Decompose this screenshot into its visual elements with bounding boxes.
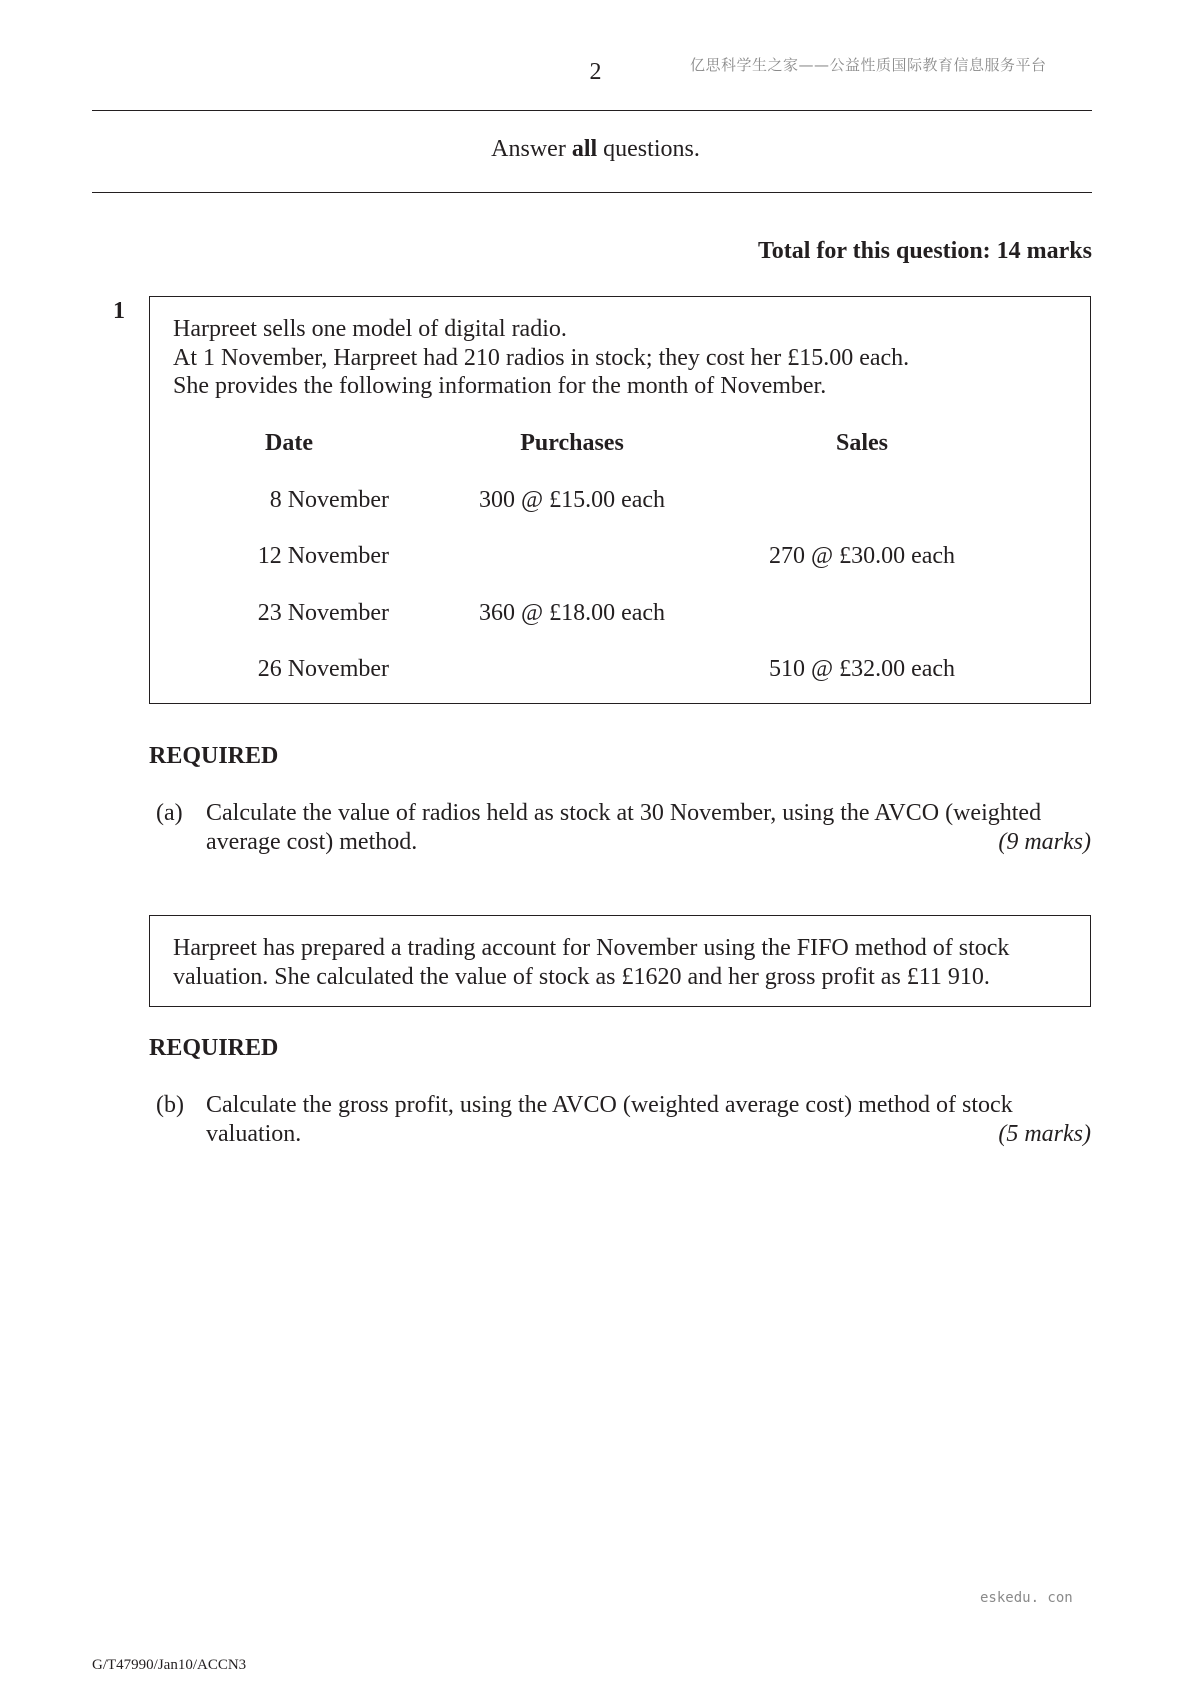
table-cell-purchases: 360 @ £18.00 each [478, 600, 666, 626]
instruction-emphasis: all [571, 136, 598, 162]
top-rule [92, 110, 1092, 111]
header-watermark: 亿思科学生之家——公益性质国际教育信息服务平台 [690, 56, 1047, 74]
part-b-line-2 [206, 1120, 1091, 1149]
table-header-date: Date [265, 430, 313, 456]
table-cell-date: 23 November [257, 600, 389, 626]
part-b-line: Calculate the gross profit, using the AVCO (weighted average cost) method of stock [206, 1092, 1013, 1118]
question-intro [173, 315, 909, 401]
part-b-line: valuation. [206, 1120, 302, 1147]
instruction-prefix: Answer [491, 136, 566, 162]
part-a-text [206, 799, 1091, 856]
footer-watermark: eskedu. con [980, 1590, 1073, 1606]
instruction [0, 135, 1191, 163]
table-cell-sales: 510 @ £32.00 each [768, 656, 956, 682]
question-number: 1 [113, 298, 125, 324]
instruction-suffix: questions. [603, 136, 700, 162]
part-b-label: (b) [156, 1092, 184, 1118]
fifo-info-line: Harpreet has prepared a trading account for November using the FIFO method of stock [173, 935, 1010, 961]
table-header-purchases: Purchases [520, 430, 624, 456]
part-b-text [206, 1091, 1091, 1148]
table-cell-purchases: 300 @ £15.00 each [478, 487, 666, 513]
instruction-bottom-rule [92, 192, 1092, 193]
page-number: 2 [589, 59, 602, 85]
part-b-marks: (5 marks) [998, 1120, 1091, 1147]
part-a-marks: (9 marks) [998, 828, 1091, 855]
intro-line: She provides the following information for the month of November. [173, 373, 827, 399]
part-a-label: (a) [156, 800, 183, 826]
part-a-line: Calculate the value of radios held as stock at 30 November, using the AVCO (weighted [206, 800, 1042, 826]
table-header-sales: Sales [835, 430, 888, 456]
table-cell-date: 8 November [269, 487, 389, 513]
paper-code: G/T47990/Jan10/ACCN3 [92, 1657, 247, 1673]
table-cell-sales: 270 @ £30.00 each [768, 543, 956, 569]
required-heading-2: REQUIRED [149, 1035, 279, 1061]
fifo-info-line: valuation. She calculated the value of stock as £1620 and her gross profit as £11 910. [173, 963, 990, 990]
fifo-info-text [173, 934, 1009, 991]
intro-line: At 1 November, Harpreet had 210 radios in stock; they cost her £15.00 each. [173, 344, 910, 371]
required-heading: REQUIRED [149, 743, 279, 769]
table-cell-date: 12 November [257, 543, 389, 569]
table-cell-date: 26 November [257, 656, 389, 682]
part-a-line: average cost) method. [206, 828, 418, 855]
intro-line: Harpreet sells one model of digital radio. [173, 316, 567, 342]
total-marks: Total for this question: 14 marks [757, 238, 1092, 264]
part-a-line-2 [206, 828, 1091, 857]
